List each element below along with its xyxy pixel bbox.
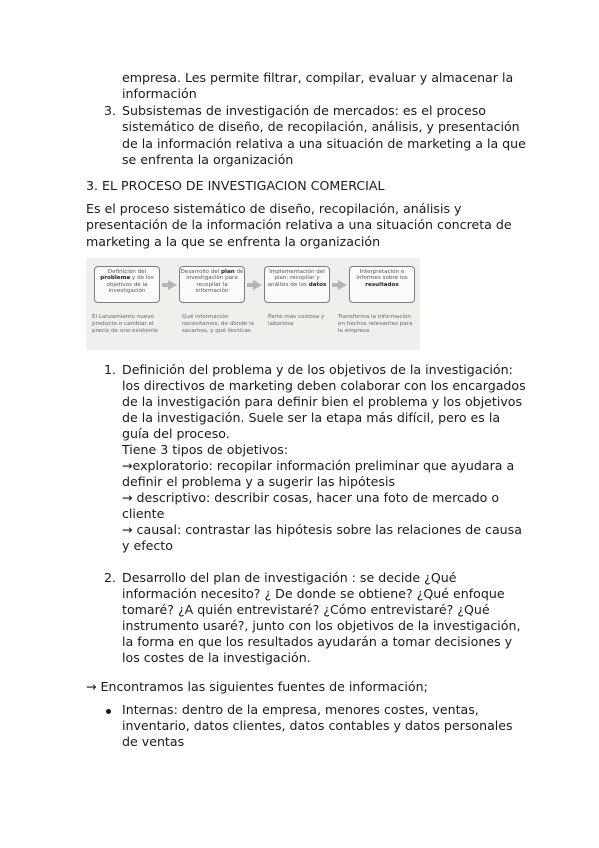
bullet-icon <box>106 709 111 714</box>
list-number: 1. <box>104 362 117 377</box>
text-line: y efecto <box>122 538 173 553</box>
text-line: los directivos de marketing deben colaborar con los encargados <box>122 378 526 393</box>
text-line: se enfrenta la organización <box>122 152 294 167</box>
text-line: Tiene 3 tipos de objetivos: <box>122 442 289 457</box>
text-line: instrumento usaré?, junto con los objetivos de la investigación, <box>122 618 521 633</box>
text-line: de ventas <box>122 734 185 749</box>
text-line: empresa. Les permite filtrar, compilar, evaluar y almacenar la <box>122 70 514 85</box>
list-number: 2. <box>104 570 117 585</box>
text-line: → causal: contrastar las hipótesis sobre las relaciones de causa <box>122 522 522 537</box>
text-line: Definición del problema y de los objetivos de la investigación: <box>122 362 513 377</box>
diagram-step-problem: Definición del problema y de los objetivos de la investigación <box>94 266 160 303</box>
text-line: información necesito? ¿ De donde se obtiene? ¿Qué enfoque <box>122 586 505 601</box>
diagram-step-data: Implementación del plan: recopilar y análisis de los datos <box>264 266 330 303</box>
text-line: inventario, datos clientes, datos contables y datos personales <box>122 718 513 733</box>
process-diagram <box>86 258 420 350</box>
sources-heading: → Encontramos las siguientes fuentes de información; <box>86 679 428 694</box>
paragraph-line: marketing a la que se enfrenta la organización <box>86 234 381 249</box>
text-line: Internas: dentro de la empresa, menores costes, ventas, <box>122 702 479 717</box>
text-line: información <box>122 86 197 101</box>
section-heading: 3. EL PROCESO DE INVESTIGACION COMERCIAL <box>86 178 385 193</box>
text-line: la forma en que los resultados ayudarán a tomar decisiones y <box>122 634 513 649</box>
text-line: Desarrollo del plan de investigación : se decide ¿Qué <box>122 570 457 585</box>
diagram-note: Parte más costosa y laboriosa <box>268 314 325 327</box>
paragraph-line: Es el proceso sistemático de diseño, recopilación, análisis y <box>86 201 462 216</box>
text-line: de la información relativa a una situación de marketing a la que <box>122 136 526 151</box>
text-line: de la investigación para definir bien el problema y los objetivos <box>122 394 523 409</box>
diagram-note: Transforma la información en hechos relevantes para la empresa <box>338 314 413 334</box>
text-line: → descriptivo: describir cosas, hacer una foto de mercado o <box>122 490 500 505</box>
text-line: cliente <box>122 506 165 521</box>
diagram-step-plan: Desarrollo del plan de investigación para recopilar la información <box>179 266 245 303</box>
text-line: Subsistemas de investigación de mercados: es el proceso <box>122 103 486 118</box>
diagram-note: Qué información necesitamos, de dónde la sacamos, y qué técnicas <box>182 314 254 334</box>
text-line: definir el problema y a sugerir las hipótesis <box>122 474 396 489</box>
arrow-icon <box>338 280 347 290</box>
diagram-step-results: Interpretación e informes sobre los resultados <box>349 266 415 303</box>
diagram-note: El Lanzamiento nuevo producto o cambiar el precio de uno existente <box>92 314 158 334</box>
paragraph-line: presentación de la información relativa a una situación concreta de <box>86 217 512 232</box>
list-number: 3. <box>104 103 117 118</box>
arrow-icon <box>168 280 177 290</box>
text-line: guía del proceso. <box>122 426 230 441</box>
text-line: de la investigación. Suele ser la etapa más difícil, pero es la <box>122 410 501 425</box>
text-line: →exploratorio: recopilar información preliminar que ayudara a <box>122 458 515 473</box>
arrow-icon <box>253 280 262 290</box>
text-line: los costes de la investigación. <box>122 650 311 665</box>
text-line: tomaré? ¿A quién entrevistaré? ¿Cómo entrevistaré? ¿Qué <box>122 602 490 617</box>
text-line: sistemático de diseño, de recopilación, análisis, y presentación <box>122 119 520 134</box>
